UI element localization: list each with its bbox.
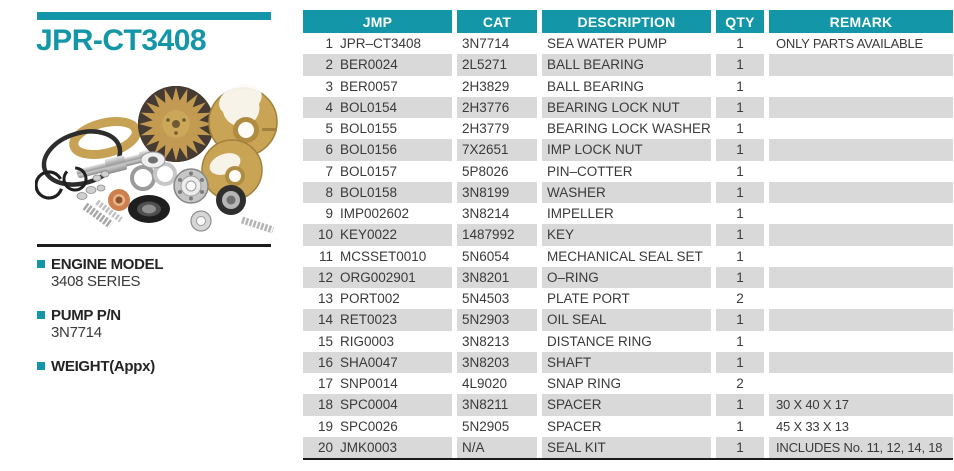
jmp-code: SHA0047: [340, 354, 398, 370]
spec-pump-pn: [37, 307, 277, 341]
cell-qty: 1: [716, 394, 764, 415]
jmp-code: BOL0155: [340, 121, 398, 137]
cell-cat: 2H3776: [457, 97, 537, 118]
jmp-code: BOL0154: [340, 99, 398, 115]
cell-cat: 3N8203: [457, 352, 537, 373]
jmp-code: RIG0003: [340, 333, 395, 349]
cell-description: SNAP RING: [547, 376, 622, 392]
row-number: 1: [325, 36, 333, 52]
column-header-remark: REMARK: [769, 10, 953, 33]
cell-description: SEA WATER PUMP: [547, 36, 668, 52]
table-row: [303, 224, 953, 245]
cell-cat: 2H3829: [462, 78, 510, 94]
jmp-code: SPC0026: [340, 418, 398, 434]
table-body: [303, 33, 953, 458]
cell-jmp: [303, 352, 452, 373]
row-number: 20: [317, 439, 333, 455]
jmp-code: ORG002901: [340, 269, 416, 285]
table-row: [303, 33, 953, 54]
row-number: 17: [317, 376, 333, 392]
jmp-code: PORT002: [340, 291, 400, 307]
table-row: [303, 267, 953, 288]
table-row: [303, 288, 953, 309]
cell-qty: 1: [736, 206, 744, 222]
cell-description: BALL BEARING: [547, 78, 645, 94]
cell-cat: 3N7714: [462, 36, 510, 52]
cell-cat: N/A: [457, 437, 537, 458]
cell-qty: 1: [716, 437, 764, 458]
cell-qty: 1: [716, 182, 764, 203]
cell-cat: 5N2905: [462, 418, 510, 434]
cell-jmp: [303, 437, 452, 458]
cell-jmp: [303, 246, 452, 267]
table-row: [303, 416, 953, 437]
small-bearing: [191, 211, 211, 231]
cell-jmp: [303, 224, 452, 245]
jmp-code: KEY0022: [340, 227, 398, 243]
cell-remark: [769, 97, 953, 118]
jmp-code: BER0057: [340, 78, 398, 94]
table-row: [303, 309, 953, 330]
row-number: 16: [317, 354, 333, 370]
cell-qty: 1: [736, 36, 744, 52]
cell-remark: [769, 288, 953, 309]
cell-remark: [769, 224, 953, 245]
cell-qty: 1: [716, 54, 764, 75]
row-number: 2: [325, 57, 333, 73]
cell-remark: [769, 161, 953, 182]
column-header-cat: CAT: [457, 10, 537, 33]
left-panel: [0, 0, 300, 471]
jmp-code: BOL0157: [340, 163, 398, 179]
table-row: [303, 161, 953, 182]
cell-cat: 3N8214: [462, 206, 510, 222]
row-number: 4: [325, 99, 333, 115]
cell-description: DISTANCE RING: [547, 333, 652, 349]
cell-description: BEARING LOCK WASHER: [547, 121, 711, 137]
table-row: [303, 203, 953, 224]
cell-remark: [769, 267, 953, 288]
cell-remark: [769, 182, 953, 203]
cell-jmp: [303, 182, 452, 203]
cell-remark: INCLUDES No. 11, 12, 14, 18: [769, 437, 953, 458]
cell-jmp: [303, 161, 452, 182]
jmp-code: JMK0003: [340, 439, 398, 455]
cell-description: BEARING LOCK NUT: [542, 97, 711, 118]
cell-description: SHAFT: [542, 352, 711, 373]
copper-bushing: [108, 189, 130, 211]
cell-cat: 5N4503: [462, 291, 510, 307]
spec-label: ENGINE MODEL: [51, 256, 164, 273]
cell-qty: 1: [736, 163, 744, 179]
jmp-code: BOL0156: [340, 142, 398, 158]
row-number: 13: [317, 291, 333, 307]
cell-remark: [769, 373, 953, 394]
row-number: 8: [325, 184, 333, 200]
parts-table: [303, 10, 953, 460]
sealed-bearing: [216, 185, 246, 215]
cell-qty: 1: [716, 224, 764, 245]
spec-value: 3408 SERIES: [51, 273, 141, 290]
jmp-code: BER0024: [340, 57, 398, 73]
cell-description: MECHANICAL SEAL SET: [547, 248, 703, 264]
cell-description: KEY: [542, 224, 711, 245]
cell-qty: 1: [736, 418, 744, 434]
cell-remark: ONLY PARTS AVAILABLE: [776, 36, 924, 52]
bullet-square-icon: [37, 260, 45, 268]
cell-jmp: [303, 373, 452, 394]
cell-jmp: [303, 288, 452, 309]
cell-cat: 1487992: [457, 224, 537, 245]
cell-cat: 3N8201: [457, 267, 537, 288]
row-number: 11: [318, 248, 333, 264]
cell-remark: 30 X 40 X 17: [769, 394, 953, 415]
row-number: 5: [325, 121, 333, 137]
cell-remark: [769, 331, 953, 352]
cell-cat: 2L5271: [457, 54, 537, 75]
cell-remark: [769, 118, 953, 139]
cell-qty: 1: [716, 267, 764, 288]
cell-jmp: [303, 331, 452, 352]
row-number: 19: [317, 418, 333, 434]
cell-description: BALL BEARING: [542, 54, 711, 75]
cell-qty: 1: [736, 248, 744, 264]
spec-value: 3N7714: [51, 324, 102, 341]
cell-cat: 5N6054: [462, 248, 510, 264]
cell-remark: 45 X 33 X 13: [776, 418, 849, 434]
column-header-jmp: JMP: [303, 10, 452, 33]
cell-jmp: [303, 416, 452, 437]
cell-cat: 5N2903: [457, 309, 537, 330]
ball-bearing: [174, 169, 208, 203]
cell-description: SEAL KIT: [542, 437, 711, 458]
cell-cat: 5P8026: [462, 163, 509, 179]
row-number: 9: [325, 206, 333, 222]
table-bottom-border: [303, 458, 953, 460]
table-row: [303, 352, 953, 373]
cell-description: IMP LOCK NUT: [542, 139, 711, 160]
row-number: 7: [325, 163, 333, 179]
jmp-code: SPC0004: [340, 397, 398, 413]
cell-jmp: [303, 394, 452, 415]
jmp-code: IMP002602: [340, 206, 410, 222]
spec-engine-model: [37, 256, 277, 290]
pump-parts-illustration: [35, 78, 280, 238]
row-number: 14: [317, 312, 333, 328]
spec-list: [37, 256, 277, 392]
row-number: 15: [317, 333, 333, 349]
cell-qty: 1: [716, 352, 764, 373]
cell-description: PLATE PORT: [547, 291, 630, 307]
spec-label: PUMP P/N: [51, 307, 121, 324]
oil-seal: [128, 195, 170, 223]
cell-qty: 1: [736, 121, 744, 137]
column-header-description: DESCRIPTION: [542, 10, 711, 33]
cell-jmp: [303, 309, 452, 330]
cell-qty: 2: [736, 291, 744, 307]
column-header-qty: QTY: [716, 10, 764, 33]
spring: [242, 220, 273, 230]
cell-cat: 3N8213: [462, 333, 510, 349]
accent-bar: [37, 12, 271, 20]
table-row: [303, 437, 953, 458]
cell-description: SPACER: [542, 394, 711, 415]
table-row: [303, 331, 953, 352]
spec-weight: [37, 358, 277, 375]
cell-cat: 7X2651: [457, 139, 537, 160]
cell-description: SPACER: [547, 418, 602, 434]
row-number: 10: [317, 227, 333, 243]
cell-jmp: [303, 54, 452, 75]
parts-photo: [35, 78, 280, 238]
cell-cat: 3N8211: [457, 394, 537, 415]
table-row: [303, 54, 953, 75]
table-header: [303, 10, 953, 33]
jmp-code: MCSSET0010: [340, 248, 427, 264]
cell-remark: [769, 309, 953, 330]
table-row: [303, 182, 953, 203]
jmp-code: BOL0158: [340, 184, 398, 200]
cell-cat: 3N8199: [457, 182, 537, 203]
cell-remark: [769, 203, 953, 224]
jmp-code: RET0023: [340, 312, 398, 328]
divider: [37, 244, 271, 247]
row-number: 3: [325, 78, 333, 94]
cell-jmp: [303, 97, 452, 118]
brass-band-ring: [70, 116, 139, 161]
table-row: [303, 97, 953, 118]
cell-description: IMPELLER: [547, 206, 614, 222]
cell-remark: [769, 139, 953, 160]
cell-description: PIN–COTTER: [547, 163, 633, 179]
cell-qty: 1: [716, 309, 764, 330]
cell-cat: 2H3779: [462, 121, 510, 137]
jmp-code: SNP0014: [340, 376, 398, 392]
spec-label: WEIGHT(Appx): [51, 358, 155, 375]
cell-remark: [769, 54, 953, 75]
table-row: [303, 246, 953, 267]
table-row: [303, 139, 953, 160]
cell-jmp: [303, 33, 452, 54]
table-row: [303, 373, 953, 394]
page-title: JPR-CT3408: [36, 24, 207, 57]
cell-qty: 1: [736, 333, 744, 349]
cell-remark: [769, 246, 953, 267]
cell-remark: [769, 76, 953, 97]
table-row: [303, 118, 953, 139]
cell-qty: 1: [716, 97, 764, 118]
bullet-square-icon: [37, 311, 45, 319]
table-row: [303, 394, 953, 415]
cell-remark: [769, 352, 953, 373]
cell-jmp: [303, 203, 452, 224]
cell-description: O–RING: [542, 267, 711, 288]
cell-jmp: [303, 267, 452, 288]
cell-qty: 1: [736, 78, 744, 94]
row-number: 12: [317, 269, 333, 285]
cell-jmp: [303, 139, 452, 160]
cell-jmp: [303, 118, 452, 139]
cell-qty: 2: [736, 376, 744, 392]
table-row: [303, 76, 953, 97]
jmp-code: JPR–CT3408: [340, 36, 422, 52]
cell-qty: 1: [716, 139, 764, 160]
cell-jmp: [303, 76, 452, 97]
cell-description: OIL SEAL: [542, 309, 711, 330]
row-number: 6: [325, 142, 333, 158]
cell-cat: 4L9020: [462, 376, 508, 392]
cell-description: WASHER: [542, 182, 711, 203]
bullet-square-icon: [37, 362, 45, 370]
impeller: [138, 86, 214, 162]
row-number: 18: [317, 397, 333, 413]
